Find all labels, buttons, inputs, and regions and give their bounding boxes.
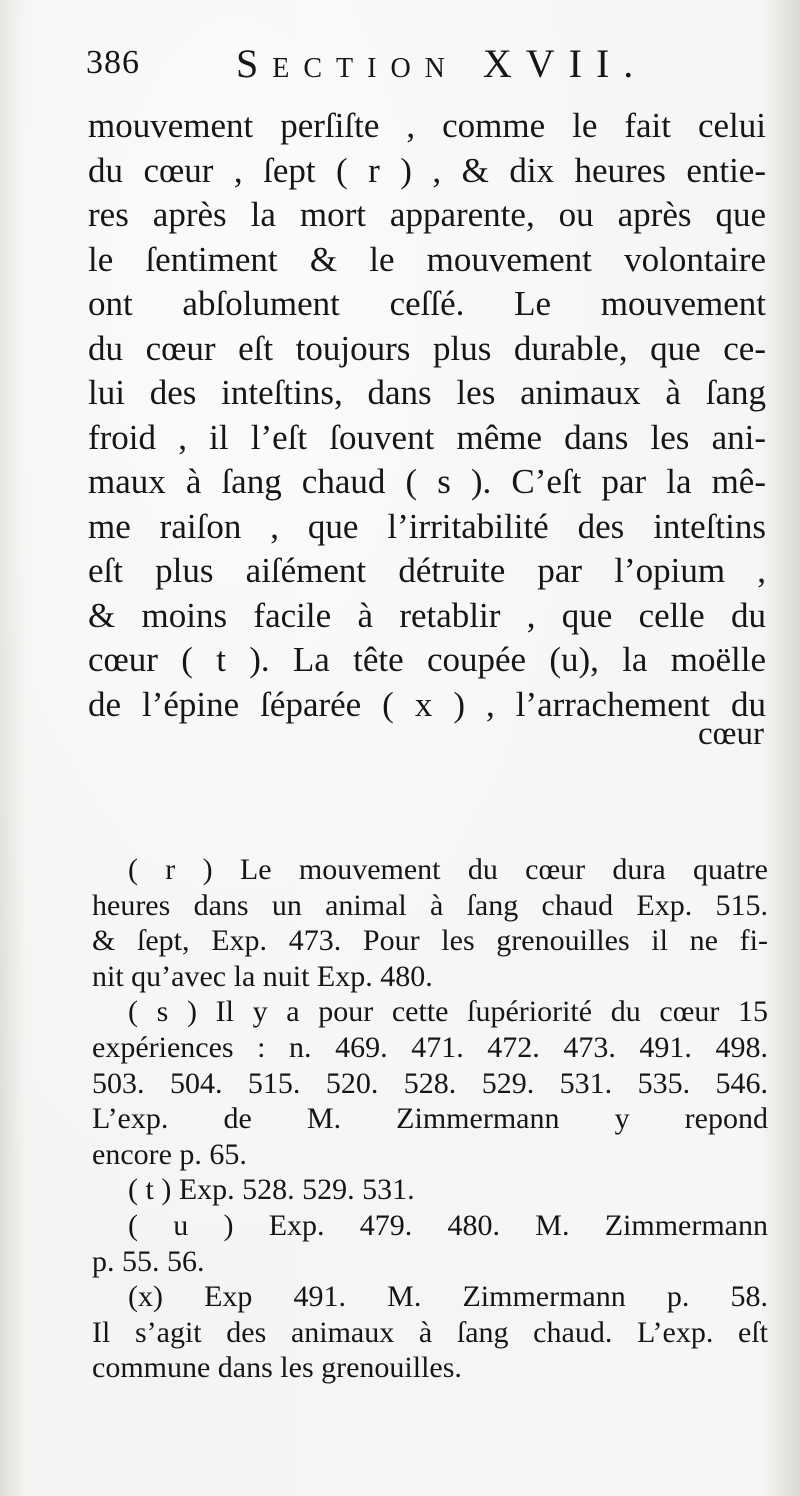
footnote-s-line: ( s ) Il y a pour cette ſupériorité du cœur 15 [128, 995, 768, 1029]
footnote-s-line: 503. 504. 515. 520. 528. 529. 531. 535. 546. [92, 1066, 768, 1100]
main-text [88, 104, 766, 727]
footnote-s-line: expériences : n. 469. 471. 472. 473. 491. 498. [92, 1030, 768, 1064]
footnote-r-line: heures dans un animal à ſang chaud Exp. 515. [92, 888, 768, 922]
text-line: res après la mort apparente, ou après que [88, 195, 766, 234]
footnote-s-line: L’exp. de M. Zimmermann y repond [92, 1102, 768, 1136]
page-number: 386 [86, 44, 140, 81]
footnote-s-line: encore p. 65. [92, 1137, 247, 1171]
footnote-r-line: nit qu’avec la nuit Exp. 480. [92, 959, 433, 993]
footnote-u-line: p. 55. 56. [92, 1244, 205, 1278]
page-header [86, 40, 696, 98]
footnote-x-line: (x) Exp 491. M. Zimmermann p. 58. [128, 1280, 768, 1314]
text-line: mouvement perſiſte , comme le fait celui [88, 106, 766, 145]
text-line: froid , il l’eſt ſouvent même dans les ani- [88, 417, 766, 457]
footnote-r-line: ( r ) Le mouvement du cœur dura quatre [128, 853, 768, 886]
footnote-r-line: & ſept, Exp. 473. Pour les grenouilles il ne fi- [92, 924, 768, 958]
footnotes [92, 852, 768, 1386]
text-line: du cœur eſt toujours plus durable, que ce- [88, 328, 766, 368]
text-line: ont abſolument ceſſé. Le mouvement [88, 284, 766, 323]
text-line: du cœur , ſept ( r ) , & dix heures entie- [88, 150, 766, 190]
text-line: eſt plus aiſément détruite par l’opium , [88, 551, 766, 590]
footnote-x-line: Il s’agit des animaux à ſang chaud. L’exp. eſt [92, 1315, 768, 1349]
footnote-t-line: ( t ) Exp. 528. 529. 531. [128, 1173, 415, 1207]
text-line: lui des inteſtins, dans les animaux à ſang [88, 373, 766, 412]
running-head: Section XVII. [236, 41, 648, 86]
footnote-x-line: commune dans les grenouilles. [92, 1351, 462, 1385]
catchword: cœur [698, 716, 764, 752]
text-line: le ſentiment & le mouvement volontaire [88, 239, 766, 279]
text-line: maux à ſang chaud ( s ). C’eſt par la mê- [88, 462, 766, 501]
text-line: de l’épine ſéparée ( x ) , l’arrachement du [88, 684, 766, 724]
text-line: & moins facile à retablir , que celle du [88, 595, 766, 635]
footnote-u-line: ( u ) Exp. 479. 480. M. Zimmermann [128, 1208, 768, 1242]
text-line: cœur ( t ). La tête coupée (u), la moëlle [88, 640, 766, 679]
text-line: me raiſon , que l’irritabilité des inteſtins [88, 506, 766, 546]
